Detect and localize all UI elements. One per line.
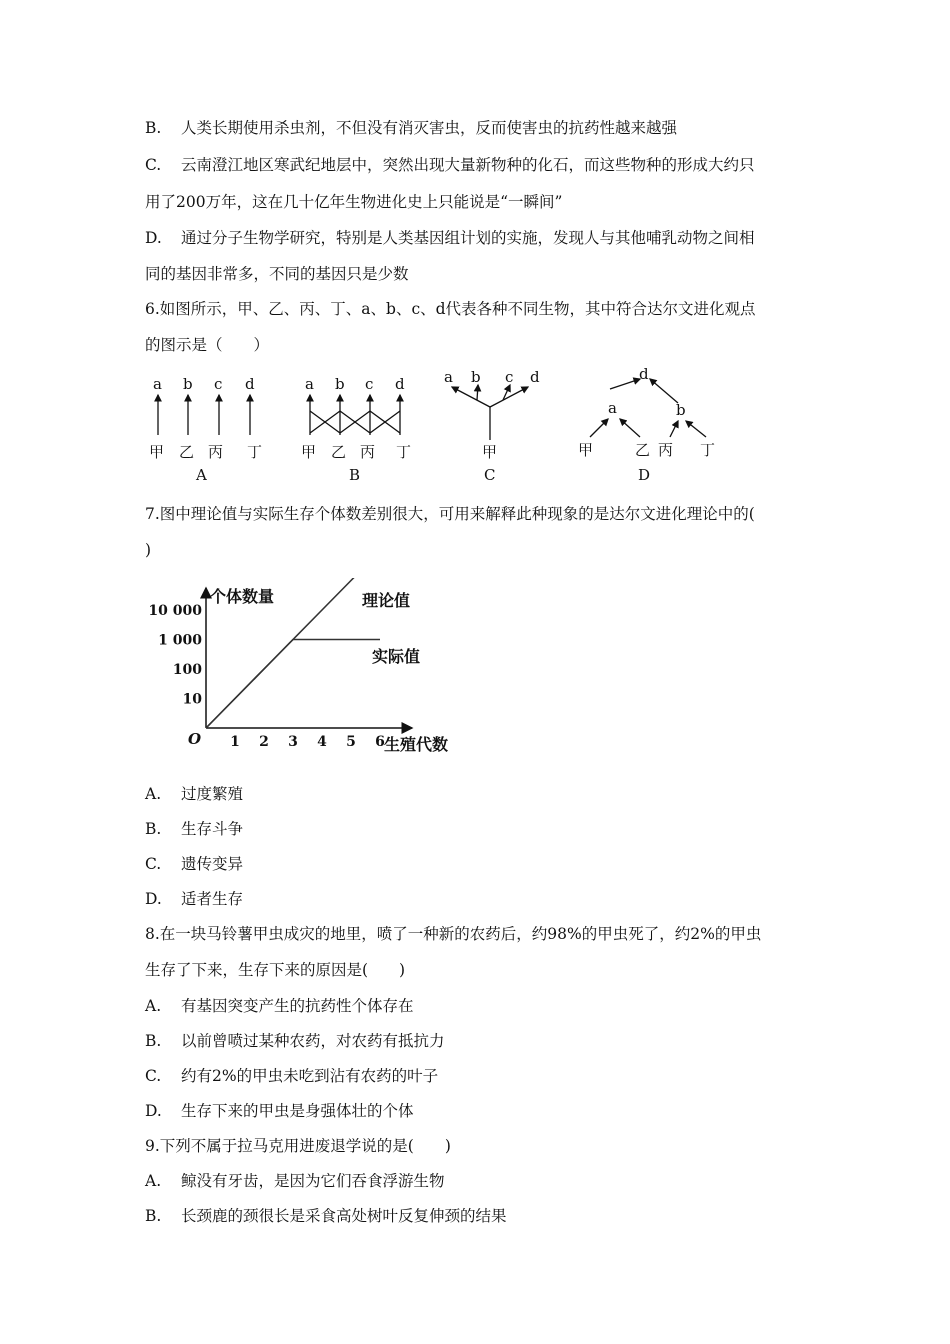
q8-option-a: A. 有基因突变产生的抗药性个体存在 xyxy=(145,997,414,1015)
q6-stem-cont: 的图示是（ ） xyxy=(145,336,270,354)
y-tick-label: 10 xyxy=(182,691,202,708)
fig-d-bot-1: 甲 xyxy=(578,441,594,459)
fig-a-top-b: b xyxy=(183,375,193,393)
fig-a-top-a: a xyxy=(153,375,162,393)
fig-b-top-b: b xyxy=(335,375,345,393)
fig-b-bot-2: 乙 xyxy=(331,443,347,461)
fig-a-bot-4: 丁 xyxy=(247,443,263,461)
fig-a-bot-3: 丙 xyxy=(208,443,224,461)
fig-a-top-c: c xyxy=(214,375,223,393)
fig-b-bot-4: 丁 xyxy=(396,443,412,461)
fig-label-b: B xyxy=(349,466,361,484)
y-tick-label: 100 xyxy=(172,662,202,678)
fig-label-d: D xyxy=(638,466,651,484)
series-line-actual xyxy=(206,640,380,729)
fig-c-top-b: b xyxy=(471,368,481,386)
fig-d-mid-a: a xyxy=(608,399,617,417)
fig-label-c: C xyxy=(484,466,496,484)
y-tick-label: 1 000 xyxy=(158,632,202,649)
fig-d-bot-4: 丁 xyxy=(700,441,716,459)
fig-c-top-d: d xyxy=(530,368,540,386)
fig-label-a: A xyxy=(196,466,207,484)
x-tick-label: 3 xyxy=(288,734,298,750)
q7-chart xyxy=(140,578,480,763)
fig-c-bot: 甲 xyxy=(482,443,498,461)
fig-d-bot-3: 丙 xyxy=(658,441,674,459)
y-tick-label: 10 000 xyxy=(148,603,202,619)
chart-origin: O xyxy=(188,730,202,748)
fig-b-bot-3: 丙 xyxy=(360,443,376,461)
q5-option-c: C. 云南澄江地区寒武纪地层中，突然出现大量新物种的化石，而这些物种的形成大约只 xyxy=(145,156,755,174)
q6-figure xyxy=(140,365,730,490)
q8-option-d: D. 生存下来的甲虫是身强体壮的个体 xyxy=(145,1102,414,1120)
q7-option-b: B. 生存斗争 xyxy=(145,820,244,838)
fig-d-bot-2: 乙 xyxy=(635,441,651,459)
fig-d-top-d: d xyxy=(639,365,649,383)
q7-option-c: C. 遗传变异 xyxy=(145,855,244,873)
q5-option-b: B. 人类长期使用杀虫剂，不但没有消灭害虫，反而使害虫的抗药性越来越强 xyxy=(145,119,678,137)
fig-d-mid-b: b xyxy=(676,401,686,419)
q6-stem: 6.如图所示，甲、乙、丙、丁、a、b、c、d代表各种不同生物，其中符合达尔文进化观点 xyxy=(145,300,756,318)
q9-option-a: A. 鲸没有牙齿，是因为它们吞食浮游生物 xyxy=(145,1172,445,1190)
fig-c-top-a: a xyxy=(444,368,453,386)
q8-option-c: C. 约有2%的甲虫未吃到沾有农药的叶子 xyxy=(145,1067,439,1085)
q9-option-b: B. 长颈鹿的颈很长是采食高处树叶反复伸颈的结果 xyxy=(145,1207,507,1225)
fig-b-bot-1: 甲 xyxy=(301,443,317,461)
q8-option-b: B. 以前曾喷过某种农药，对农药有抵抗力 xyxy=(145,1032,445,1050)
q5-option-c-cont: 用了200万年，这在几十亿年生物进化史上只能说是“一瞬间” xyxy=(145,193,563,211)
series-label-theory: 理论值 xyxy=(362,591,411,610)
chart-xlabel: 生殖代数 xyxy=(384,735,449,754)
q7-option-d: D. 适者生存 xyxy=(145,890,244,908)
fig-b-top-a: a xyxy=(305,375,314,393)
q5-option-d: D. 通过分子生物学研究，特别是人类基因组计划的实施，发现人与其他哺乳动物之间相 xyxy=(145,229,755,247)
x-tick-label: 2 xyxy=(259,734,269,750)
series-label-actual: 实际值 xyxy=(372,647,421,666)
q8-stem: 8.在一块马铃薯甲虫成灾的地里，喷了一种新的农药后，约98%的甲虫死了，约2%的甲虫 xyxy=(145,925,762,943)
fig-a-top-d: d xyxy=(245,375,255,393)
fig-a-bot-1: 甲 xyxy=(149,443,165,461)
q8-stem-cont: 生存了下来，生存下来的原因是( ) xyxy=(145,961,406,979)
q9-stem: 9.下列不属于拉马克用进废退学说的是( ) xyxy=(145,1137,451,1155)
x-tick-label: 5 xyxy=(346,734,356,750)
x-tick-label: 4 xyxy=(317,734,327,750)
q7-option-a: A. 过度繁殖 xyxy=(145,785,244,803)
fig-b-top-d: d xyxy=(395,375,405,393)
q5-option-d-cont: 同的基因非常多，不同的基因只是少数 xyxy=(145,265,409,283)
q7-stem: 7.图中理论值与实际生存个体数差别很大，可用来解释此种现象的是达尔文进化理论中的( xyxy=(145,505,755,523)
q7-stem-cont: ) xyxy=(145,541,152,559)
fig-c-top-c: c xyxy=(505,368,514,386)
chart-ylabel: 个体数量 xyxy=(210,587,275,606)
fig-a-bot-2: 乙 xyxy=(179,443,195,461)
x-tick-label: 6 xyxy=(375,734,385,750)
x-tick-label: 1 xyxy=(230,734,240,750)
fig-b-top-c: c xyxy=(365,375,374,393)
